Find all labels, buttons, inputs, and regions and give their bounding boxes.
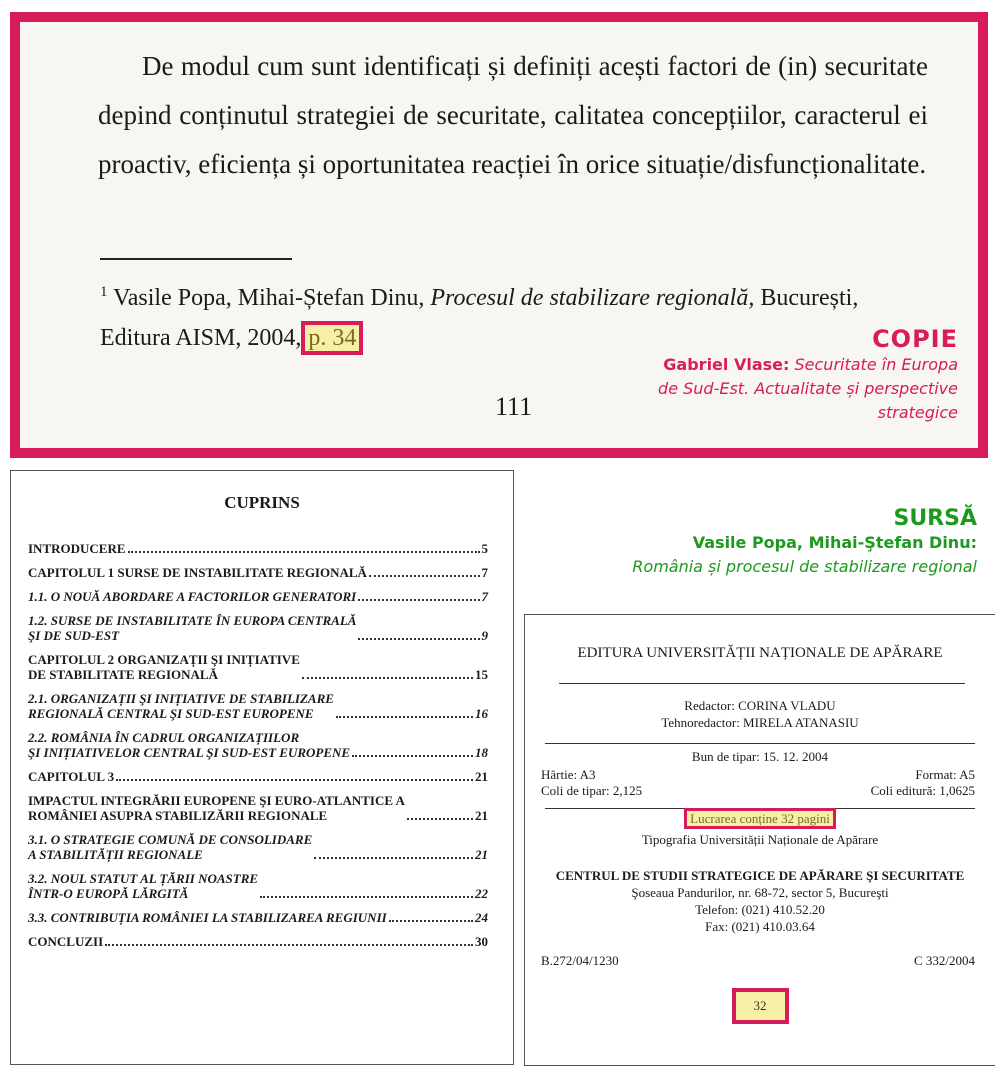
source-author-1: Vasile Popa bbox=[692, 533, 797, 552]
toc-item-page: 7 bbox=[481, 565, 488, 580]
toc-item-page: 21 bbox=[475, 808, 488, 823]
toc-item-page: 24 bbox=[475, 910, 488, 925]
toc-title: CUPRINS bbox=[224, 493, 300, 512]
toc-item bbox=[28, 910, 488, 925]
toc-item bbox=[28, 730, 488, 760]
toc-item-page: 21 bbox=[475, 769, 488, 784]
footnote-rest: București, Editura AISM, 2004, bbox=[100, 285, 859, 351]
page-number: 111 bbox=[495, 392, 533, 421]
toc-leader-dots bbox=[314, 857, 473, 859]
toc-item bbox=[28, 691, 488, 721]
toc-leader-dots bbox=[358, 638, 479, 640]
source-credit: SURSĂ Vasile Popa, Mihai-Ştefan Dinu: România și procesul de stabilizare regional bbox=[632, 506, 977, 579]
toc-leader-dots bbox=[260, 896, 473, 898]
toc-item bbox=[28, 769, 488, 784]
toc-item-text: IMPACTUL INTEGRĂRII EUROPENE ŞI EURO-ATLANTICE A ROMÂNIEI ASUPRA STABILIZĂRII REGIONALE bbox=[28, 793, 405, 823]
copy-excerpt-panel bbox=[10, 12, 988, 458]
toc-leader-dots bbox=[116, 779, 473, 781]
footnote-authors: Vasile Popa, Mihai-Ștefan Dinu, bbox=[113, 285, 425, 311]
source-label: SURSĂ bbox=[893, 506, 977, 531]
toc-leader-dots bbox=[336, 716, 473, 718]
toc-item bbox=[28, 793, 488, 823]
footnote-divider bbox=[100, 258, 292, 260]
paper: Hârtie: A3 bbox=[541, 767, 596, 782]
copy-author: Gabriel Vlase bbox=[663, 355, 783, 374]
toc-leader-dots bbox=[105, 944, 473, 946]
print-date: Bun de tipar: 15. 12. 2004 bbox=[691, 749, 829, 764]
copy-book-title: Securitate în Europa de Sud-Est. Actualitate și perspective strategice bbox=[658, 355, 958, 422]
toc-item bbox=[28, 652, 488, 682]
printer: Tipografia Universității Naționale de Apărare bbox=[641, 832, 879, 847]
toc-item-text: 2.2. ROMÂNIA ÎN CADRUL ORGANIZAȚIILOR ŞI INIȚIATIVELOR CENTRAL ŞI SUD-EST EUROPENE bbox=[28, 730, 351, 760]
phone: Telefon: (021) 410.52.20 bbox=[695, 902, 825, 917]
footnote-mark: 1 bbox=[100, 284, 108, 300]
format: Format: A5 bbox=[915, 767, 975, 782]
toc-item-text: CONCLUZII bbox=[28, 934, 104, 949]
toc-item-page: 21 bbox=[475, 847, 488, 862]
toc-item bbox=[28, 565, 488, 580]
copy-label: COPIE bbox=[872, 325, 958, 353]
toc-item-text: 3.2. NOUL STATUT AL ȚĂRII NOASTRE ÎNTR-O EUROPĂ LĂRGITĂ bbox=[28, 871, 259, 901]
toc-item-page: 30 bbox=[475, 934, 488, 949]
address: Şoseaua Pandurilor, nr. 68-72, sector 5, Bucureşti bbox=[631, 885, 889, 900]
toc-item-text: 3.3. CONTRIBUȚIA ROMÂNIEI LA STABILIZAREA REGIUNII bbox=[28, 910, 387, 925]
print-sheets: Coli de tipar: 2,125 bbox=[541, 783, 643, 798]
toc-item-page: 9 bbox=[481, 628, 488, 643]
toc-leader-dots bbox=[407, 818, 473, 820]
toc-item bbox=[28, 871, 488, 901]
toc-item-page: 22 bbox=[475, 886, 488, 901]
highlighted-page-ref: p. 34 bbox=[301, 321, 363, 355]
toc-item-text: INTRODUCERE bbox=[28, 541, 126, 556]
highlighted-page-number: 32 bbox=[732, 988, 789, 1024]
toc-item-page: 7 bbox=[481, 589, 488, 604]
toc-leader-dots bbox=[128, 551, 480, 553]
footnote-title: Procesul de stabilizare regională, bbox=[430, 285, 755, 311]
toc-item bbox=[28, 934, 488, 949]
toc-item-page: 16 bbox=[475, 706, 488, 721]
toc-item bbox=[28, 613, 488, 643]
toc-item-text: CAPITOLUL 3 bbox=[28, 769, 115, 784]
toc-item bbox=[28, 832, 488, 862]
code-left: B.272/04/1230 bbox=[541, 953, 619, 968]
table-of-contents bbox=[10, 470, 514, 1065]
toc-item bbox=[28, 541, 488, 556]
toc-item-text: CAPITOLUL 1 SURSE DE INSTABILITATE REGIONALĂ bbox=[28, 565, 367, 580]
research-center: CENTRUL DE STUDII STRATEGICE DE APĂRARE ŞI SECURITATE bbox=[555, 868, 965, 883]
edit-sheets: Coli editură: 1,0625 bbox=[870, 783, 975, 798]
toc-item-text: 3.1. O STRATEGIE COMUNĂ DE CONSOLIDARE A STABILITĂȚII REGIONALE bbox=[28, 832, 313, 862]
copy-credit: COPIE Gabriel Vlase: Securitate în Europa de Sud-Est. Actualitate și perspective strategice bbox=[658, 325, 958, 422]
source-title: România și procesul de stabilizare regional bbox=[632, 557, 977, 576]
toc-leader-dots bbox=[389, 920, 473, 922]
highlighted-pages-note: Lucrarea conține 32 pagini bbox=[684, 808, 836, 829]
code-right: C 332/2004 bbox=[913, 953, 975, 968]
toc-item-page: 18 bbox=[475, 745, 488, 760]
editor: Redactor: CORINA VLADU bbox=[684, 698, 836, 713]
toc-leader-dots bbox=[369, 575, 480, 577]
toc-leader-dots bbox=[352, 755, 473, 757]
copy-paragraph: De modul cum sunt identificați și definiți acești factori de (in) securitate depind conținutul strategiei de securitate, calitatea concepțiilor, caracterul ei proactiv, eficiența și oportunitatea reacției în orice situație/disfuncționalitate. bbox=[98, 51, 928, 179]
toc-item-text: 1.1. O NOUĂ ABORDARE A FACTORILOR GENERATORI bbox=[28, 589, 357, 604]
tech-editor: Tehnoredactor: MIRELA ATANASIU bbox=[661, 715, 859, 730]
toc-item-text: 2.1. ORGANIZAȚII ŞI INIȚIATIVE DE STABILIZARE REGIONALĂ CENTRAL ŞI SUD-EST EUROPENE bbox=[28, 691, 334, 721]
toc-leader-dots bbox=[358, 599, 479, 601]
toc-list bbox=[28, 541, 488, 958]
toc-item bbox=[28, 589, 488, 604]
fax: Fax: (021) 410.03.64 bbox=[705, 919, 815, 934]
toc-leader-dots bbox=[302, 677, 473, 679]
publisher: EDITURA UNIVERSITĂȚII NAȚIONALE DE APĂRARE bbox=[577, 645, 943, 661]
toc-item-text: 1.2. SURSE DE INSTABILITATE ÎN EUROPA CENTRALĂ ŞI DE SUD-EST bbox=[28, 613, 357, 643]
toc-item-page: 5 bbox=[481, 541, 488, 556]
toc-item-text: CAPITOLUL 2 ORGANIZAȚII ŞI INIȚIATIVE DE STABILITATE REGIONALĂ bbox=[28, 652, 300, 682]
colophon-page bbox=[524, 614, 995, 1066]
source-author-2: Mihai-Ştefan Dinu bbox=[808, 533, 971, 552]
toc-item-page: 15 bbox=[475, 667, 488, 682]
